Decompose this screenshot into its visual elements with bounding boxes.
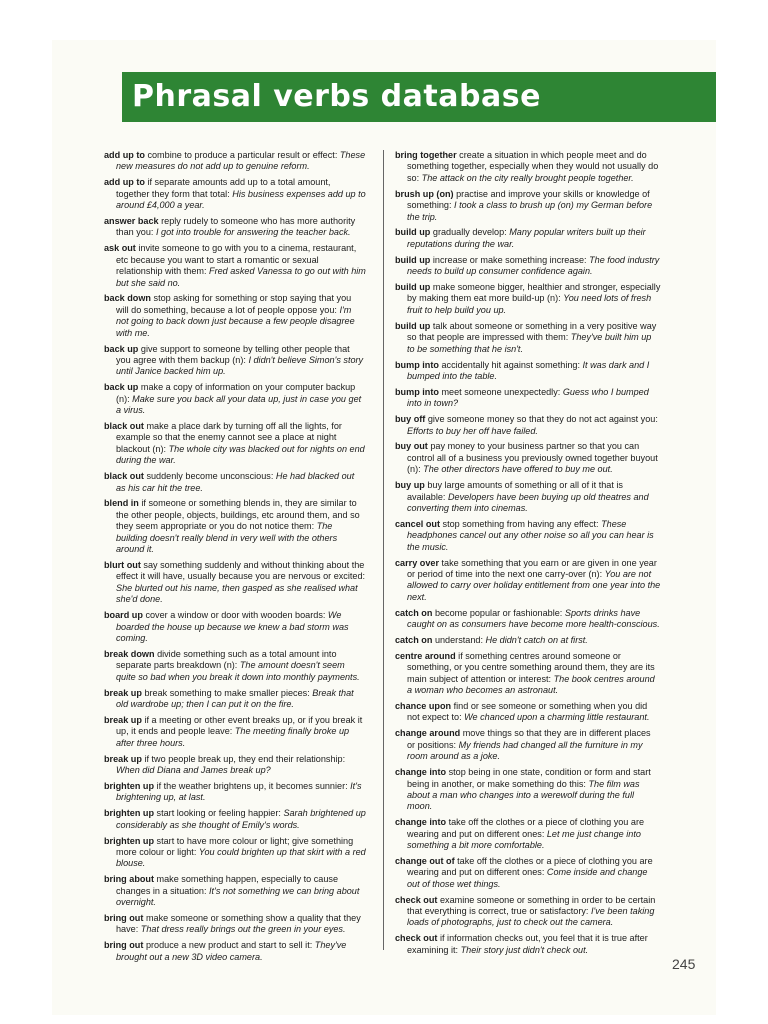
entry-definition: if someone or something blends in, they are similar to the other people, objects, buildings, etc around them, and so they seem appropriate or you do not notice them: (116, 498, 360, 532)
entry-headword: change out of (395, 855, 455, 866)
entry-definition: if two people break up, they end their relationship: (144, 753, 346, 764)
entry-definition: divide something such as a total amount into separate parts breakdown (n): (116, 648, 337, 671)
entry-definition: make someone or something show a quality that they have: (116, 912, 361, 935)
entry-headword: back up (104, 382, 139, 393)
dictionary-entry (104, 498, 366, 555)
entry-headword: catch on (395, 607, 433, 618)
dictionary-entry (395, 189, 661, 223)
entry-example: He had blacked out as his car hit the tree. (116, 471, 355, 493)
entry-headword: break down (104, 648, 155, 659)
entry-definition: start to have more colour or light; give something more colour or light: (116, 835, 354, 857)
entry-example: I didn't believe Simon's story until Janice backed him up. (116, 355, 364, 377)
entry-headword: bring together (395, 150, 457, 160)
entry-example: They've built him up to be something that he isn't. (407, 332, 652, 354)
entry-definition: understand: (434, 635, 486, 646)
entry-headword: blurt out (104, 560, 141, 570)
entry-headword: centre around (395, 650, 456, 661)
entry-definition: if separate amounts add up to a total amount, together they form that total: (116, 177, 331, 199)
dictionary-entry (395, 817, 661, 851)
entry-headword: black out (104, 471, 144, 482)
entry-definition: stop something from having any effect: (442, 518, 602, 529)
dictionary-entry (395, 519, 661, 553)
entry-definition: become popular or fashionable: (434, 607, 565, 618)
entry-definition: break something to make smaller pieces: (144, 687, 313, 698)
dictionary-entry (104, 216, 366, 239)
dictionary-entry (395, 635, 661, 646)
dictionary-entry (104, 913, 366, 936)
dictionary-entry (395, 767, 661, 813)
entry-headword: bring about (104, 874, 155, 885)
entry-headword: break up (104, 714, 142, 725)
entry-example: I took a class to brush up (on) my German before the trip. (407, 200, 653, 222)
entry-example: He didn't catch on at first. (485, 635, 588, 646)
left-column (104, 150, 366, 968)
entry-headword: catch on (395, 635, 433, 646)
entry-definition: reply rudely to someone who has more authority than you: (116, 216, 356, 238)
entry-headword: break up (104, 753, 142, 764)
entry-definition: invite someone to go with you to a cinema, restaurant, etc because you want to start a romantic or sexual relationship with them: (116, 243, 357, 277)
dictionary-entry (104, 471, 366, 494)
dictionary-entry (395, 321, 661, 355)
entry-definition: suddenly become unconscious: (146, 471, 276, 482)
entry-headword: bring out (104, 912, 144, 923)
entry-definition: cover a window or door with wooden boards: (145, 610, 328, 621)
dictionary-entry (104, 344, 366, 378)
dictionary-entry (395, 558, 661, 604)
entry-headword: build up (395, 254, 431, 265)
entry-headword: change into (395, 767, 447, 778)
dictionary-entry (104, 382, 366, 416)
dictionary-entry (395, 282, 661, 316)
entry-definition: create a situation in which people meet and do something together, especially when they would not usually do so: (407, 150, 659, 183)
entry-example: My friends had changed all the furniture in my room around as a joke. (407, 739, 643, 762)
entry-example: I've been taking loads of photographs, just to check out the camera. (407, 906, 655, 928)
entry-definition: talk about someone or something in a very positive way so that people are impressed with them: (407, 320, 657, 343)
entry-example: Developers have been buying up old theatres and converting them into cinemas. (407, 491, 649, 513)
dictionary-entry (104, 781, 366, 804)
entry-example: You need lots of fresh fruit to help build you up. (407, 293, 652, 315)
dictionary-entry (395, 387, 661, 410)
page-number: 245 (672, 956, 696, 972)
entry-definition: examine someone or something in order to be certain that everything is correct, true or satisfactory: (407, 894, 656, 917)
dictionary-entry (395, 608, 661, 631)
entry-example: It was dark and I bumped into the table. (407, 359, 650, 381)
entry-headword: back down (104, 293, 151, 304)
entry-example: That dress really brings out the green in your eyes. (140, 924, 346, 935)
dictionary-entry (395, 227, 661, 250)
entry-headword: change around (395, 728, 461, 739)
dictionary-entry (395, 414, 661, 437)
entry-example: We chanced upon a charming little restaurant. (464, 712, 650, 723)
entry-headword: build up (395, 227, 431, 238)
entry-definition: take something that you earn or are given in one year or period of time into the next one carry-over (n): (407, 557, 657, 579)
entry-example: You could brighten up that skirt with a red blouse. (116, 846, 366, 869)
entry-definition: if something centres around someone or something, or you centre something around them, they are its main subject of attention or interest: (407, 650, 655, 684)
entry-headword: board up (104, 610, 143, 621)
dictionary-entry (395, 651, 661, 697)
entry-example: Guess who I bumped into in town? (407, 386, 649, 409)
dictionary-entry (104, 808, 366, 831)
entry-headword: buy out (395, 441, 428, 452)
entry-example: The book centres around a woman who becomes an astronaut. (407, 673, 655, 696)
entry-definition: pay money to your business partner so that you can control all of a business you previously owned together buyout (n): (407, 441, 658, 475)
dictionary-entry (104, 421, 366, 467)
dictionary-entry (104, 874, 366, 908)
entry-example: His business expenses add up to around £4,000 a year. (116, 188, 366, 211)
entry-headword: ask out (104, 243, 136, 254)
entry-example: The food industry needs to build up consumer confidence again. (407, 254, 660, 277)
page-title: Phrasal verbs database (132, 79, 541, 114)
dictionary-entry (104, 150, 366, 173)
entry-example: The meeting finally broke up after three hours. (116, 726, 350, 748)
dictionary-entry (395, 701, 661, 724)
column-divider (383, 150, 384, 950)
dictionary-entry (395, 480, 661, 514)
entry-definition: say something suddenly and without thinking about the effect it will have, usually because you are nervous or excited: (116, 560, 366, 582)
entry-definition: practise and improve your skills or knowledge of something: (407, 188, 650, 211)
dictionary-entry (395, 856, 661, 890)
entry-definition: if a meeting or other event breaks up, or if you break it up, it ends and people leave: (116, 714, 363, 737)
entry-definition: find or see someone or something when you did not expect to: (407, 701, 648, 723)
entry-headword: carry over (395, 557, 439, 568)
entry-headword: add up to (104, 177, 145, 188)
dictionary-entry (395, 150, 661, 184)
entry-example: The whole city was blacked out for nights on end during the war. (116, 443, 365, 466)
entry-definition: if the weather brightens up, it becomes sunnier: (156, 780, 351, 791)
entry-headword: brighten up (104, 780, 155, 791)
entry-example: Break that old wardrobe up; then I can put it on the fire. (116, 687, 354, 709)
dictionary-entry (104, 688, 366, 711)
entry-example: You are not allowed to carry over holiday entitlement from one year into the next. (407, 569, 661, 602)
entry-example: Sports drinks have caught on as consumers have become more health-conscious. (407, 607, 660, 630)
entry-example: The attack on the city really brought people together. (421, 172, 634, 183)
entry-example: It's brightening up, at last. (116, 780, 362, 803)
dictionary-entry (395, 728, 661, 762)
entry-headword: blend in (104, 498, 139, 509)
entry-headword: back up (104, 343, 139, 354)
entry-example: Efforts to buy her off have failed. (407, 425, 538, 436)
entry-example: It's not something we can bring about overnight. (116, 885, 360, 908)
entry-example: We boarded the house up because we knew a bad storm was coming. (116, 610, 349, 643)
entry-example: When did Diana and James break up? (116, 765, 271, 775)
entry-definition: stop being in one state, condition or form and start being in another, or make something do this: (407, 767, 651, 789)
entry-headword: build up (395, 320, 431, 331)
entry-definition: increase or make something increase: (432, 254, 590, 265)
entry-definition: start looking or feeling happier: (156, 808, 284, 819)
entry-headword: check out (395, 933, 438, 944)
entry-headword: brush up (on) (395, 188, 454, 199)
entry-definition: take off the clothes or a piece of clothing you are wearing and put on different ones: (407, 817, 645, 839)
dictionary-entry (104, 715, 366, 749)
entry-headword: answer back (104, 216, 159, 227)
entry-example: These headphones cancel out any other noise so all you can hear is the music. (407, 518, 654, 552)
dictionary-entry (104, 293, 366, 339)
entry-headword: chance upon (395, 701, 452, 712)
dictionary-entry (395, 360, 661, 383)
entry-example: The film was about a man who changes into a werewolf during the full moon. (407, 778, 640, 812)
entry-headword: build up (395, 282, 431, 293)
entry-headword: add up to (104, 150, 145, 160)
entry-headword: brighten up (104, 808, 155, 819)
entry-definition: stop asking for something or stop saying that you will do something, because a lot of people oppose you: (116, 293, 352, 315)
dictionary-entry (395, 933, 661, 956)
entry-headword: buy off (395, 414, 426, 425)
entry-definition: combine to produce a particular result or effect: (147, 150, 340, 160)
dictionary-entry (104, 560, 366, 606)
title-banner (122, 72, 716, 122)
entry-definition: make someone bigger, healthier and stronger, especially by making them eat more build-up (n): (407, 282, 661, 304)
entry-headword: break up (104, 687, 142, 698)
entry-example: The amount doesn't seem quite so bad when you break it down into monthly payments. (116, 660, 360, 682)
entry-headword: bring out (104, 940, 144, 951)
entry-headword: buy up (395, 480, 425, 491)
entry-example: These new measures do not add up to genuine reform. (116, 150, 366, 172)
entry-headword: bump into (395, 359, 439, 370)
entry-definition: make a copy of information on your computer backup (n): (116, 382, 356, 404)
entry-example: Many popular writers built up their reputations during the war. (407, 227, 646, 249)
entry-example: Make sure you back all your data up, just in case you get a virus. (116, 393, 362, 416)
entry-example: She blurted out his name, then gasped as she realised what she'd done. (116, 582, 358, 605)
entry-headword: check out (395, 894, 438, 905)
entry-definition: give someone money so that they do not act against you: (427, 414, 658, 425)
dictionary-entry (395, 255, 661, 278)
dictionary-entry (104, 610, 366, 644)
dictionary-entry (104, 940, 366, 963)
entry-example: Fred asked Vanessa to go out with him but she said no. (116, 266, 366, 288)
entry-example: Come inside and change out of those wet things. (407, 867, 648, 889)
entry-definition: meet someone unexpectedly: (441, 386, 563, 397)
entry-headword: black out (104, 421, 144, 432)
entry-example: Sarah brightened up considerably as she thought of Emily's words. (116, 808, 366, 830)
entry-definition: give support to someone by telling other people that you agree with them backup (n): (116, 343, 350, 365)
entry-definition: buy large amounts of something or all of it that is available: (407, 480, 623, 502)
entry-definition: produce a new product and start to sell it: (145, 940, 315, 951)
entry-definition: take off the clothes or a piece of clothing you are wearing and put on different ones: (407, 855, 653, 878)
dictionary-entry (104, 836, 366, 870)
entry-definition: if information checks out, you feel that it is true after examining it: (407, 933, 648, 955)
dictionary-entry (104, 243, 366, 289)
dictionary-entry (104, 649, 366, 683)
entry-definition: move things so that they are in different places or positions: (407, 728, 651, 750)
entry-definition: make a place dark by turning off all the lights, for example so that the enemy cannot see a place at night blackout (n): (116, 421, 342, 454)
entry-headword: brighten up (104, 835, 155, 846)
entry-headword: bump into (395, 386, 439, 397)
dictionary-entry (104, 754, 366, 777)
entry-headword: change into (395, 817, 447, 828)
dictionary-entry (395, 441, 661, 475)
dictionary-entry (104, 177, 366, 211)
entry-example: They've brought out a new 3D video camera. (116, 940, 347, 962)
right-column (395, 150, 661, 961)
entry-example: The other directors have offered to buy me out. (423, 464, 613, 475)
entry-example: Their story just didn't check out. (460, 944, 589, 955)
entry-definition: make something happen, especially to cause changes in a situation: (116, 874, 339, 896)
entry-example: Let me just change into something a bit more comfortable. (407, 828, 641, 851)
entry-definition: gradually develop: (432, 227, 510, 238)
entry-definition: accidentally hit against something: (441, 359, 583, 370)
entry-example: I'm not going to back down just because a few people disagree with me. (116, 304, 355, 338)
dictionary-entry (395, 895, 661, 929)
entry-example: I got into trouble for answering the teacher back. (155, 227, 351, 238)
entry-example: The building doesn't really blend in very well with the others around it. (116, 521, 338, 555)
entry-headword: cancel out (395, 518, 440, 529)
